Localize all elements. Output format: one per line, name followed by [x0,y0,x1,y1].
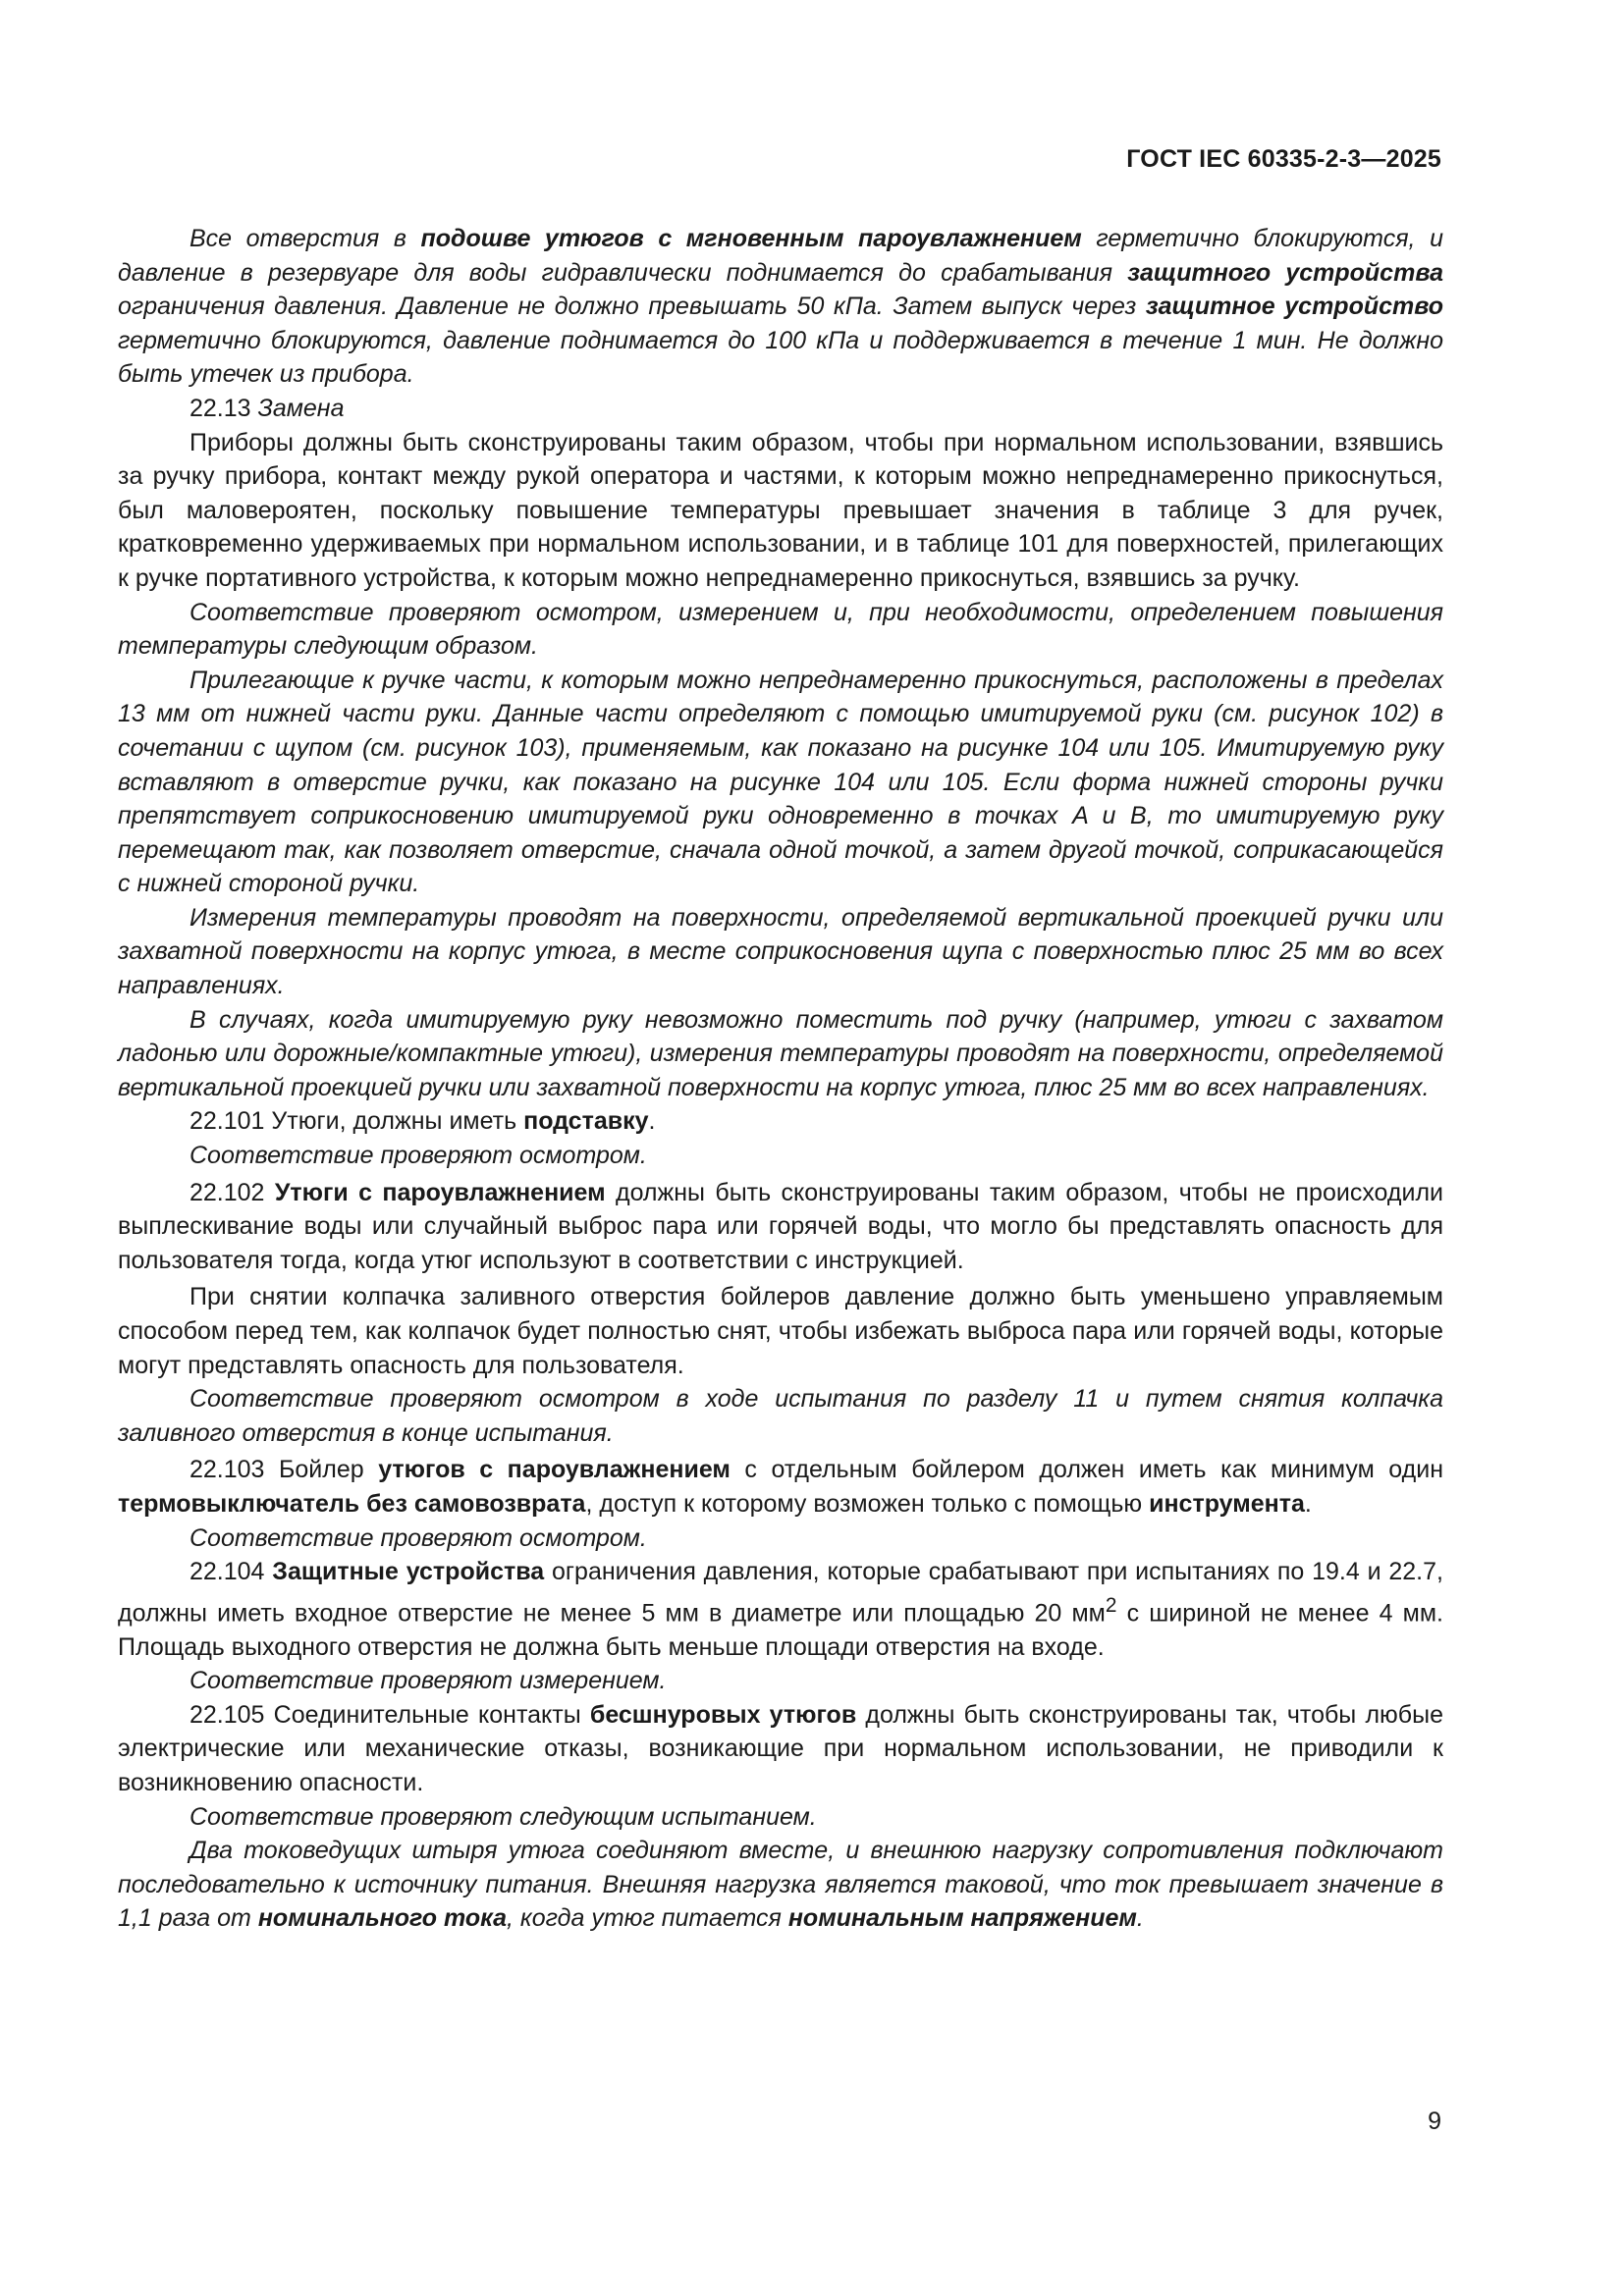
text-run: Все отверстия в [189,225,421,252]
paragraph [118,1800,1443,1835]
text-run: В случаях, когда имитируемую руку невозможно поместить под ручку (например, утюги с захватом ладонью или дорожные/компактные утюги), измерения температуры проводят на поверхности, определяемой вертикальной проекцией ручки или захватной поверхности на корпус утюга, плюс 25 мм во всех направлениях. [118,1005,1443,1101]
text-run: Соответствие проверяют осмотром. [189,1523,647,1552]
text-run: должны быть сконструированы так, чтобы любые электрические или механические отказы, возникающие при нормальном использовании, не приводили к возникновению опасности. [118,1700,1443,1797]
paragraph [118,1522,1443,1556]
bold-term: защитное устройство [1145,293,1443,321]
paragraph [118,1382,1443,1450]
paragraph [118,901,1443,1003]
text-run: . [1136,1904,1144,1933]
paragraph [118,1003,1443,1105]
text-run: Приборы должны быть сконструированы таким образом, чтобы при нормальном использовании, взявшись за ручку прибора, контакт между рукой оператора и частями, к которым можно непреднамеренно прикоснуться, был маловероятен, поскольку повышение температуры превышает значения в таблице 3 для ручек, кратковременно удерживаемых при нормальном использовании, и в таблице 101 для поверхностей, прилегающих к ручке портативного устройства, к которым можно непреднамеренно прикоснуться, взявшись за ручку. [118,428,1443,592]
page-number: 9 [1428,2108,1441,2135]
text-run: ограничения давления. Давление не должно превышать 50 кПа. Затем выпуск через [118,293,1146,321]
text-run: , когда утюг питается [507,1904,788,1933]
paragraph [118,664,1443,901]
text-run: , доступ к которому возможен только с помощью [585,1489,1150,1518]
text-run: . [648,1107,656,1136]
bold-term: термовыключатель без самовозврата [118,1489,586,1518]
text-run: 22.104 [189,1558,273,1586]
paragraph [118,1104,1443,1139]
text-run: должны быть сконструированы таким образом, чтобы не происходили выплескивание воды или случайный выброс пара или горячей воды, что могло бы представлять опасность для пользователя тогда, когда утюг используют в соответствии с инструкцией. [118,1178,1444,1274]
paragraph [118,1139,1443,1173]
text-run: Соответствие проверяют осмотром. [189,1142,647,1170]
text-run: 22.101 Утюги, должны иметь [189,1107,524,1136]
text-run: Соответствие проверяют следующим испытанием. [189,1802,817,1831]
bold-term: номинального тока [257,1904,508,1933]
text-run: . [1304,1489,1312,1518]
text-run: При снятии колпачка заливного отверстия бойлеров давление должно быть уменьшено управляемым способом перед тем, как колпачок будет полностью снят, чтобы избежать выброса пара или горячей воды, которые могут представлять опасность для пользователя. [118,1283,1443,1379]
text-run: герметично блокируются, и давление в резервуаре для воды гидравлически поднимается до срабатывания [118,225,1443,287]
bold-term: инструмента [1149,1489,1305,1518]
paragraph [118,426,1443,596]
text-run: Прилегающие к ручке части, к которым можно непреднамеренно прикоснуться, расположены в пределах 13 мм от нижней части руки. Данные части определяют с помощью имитируемой руки (см. рисунок 102) в сочетании с щупом (см. рисунок 103), применяемым, как показано на рисунке 104 или 105. Имитируемую руку вставляют в отверстие ручки, как показано на рисунке 104 или 105. Если форма нижней стороны ручки препятствует соприкосновению имитируемой руки одновременно в точках A и B, то имитируемую руку перемещают так, как позволяет отверстие, сначала одной точкой, а затем другой точкой, соприкасающейся с нижней стороной ручки. [118,666,1443,898]
text-run: 2 [1105,1593,1117,1617]
bold-term: бесшнуровых утюгов [589,1700,857,1729]
bold-term: Утюги с пароувлажнением [274,1178,606,1206]
text-run: ограничения давления, которые срабатывают при испытаниях по 19.4 и 22.7, должны иметь входное отверстие не менее 5 мм в диаметре или площадью 20 мм [118,1558,1443,1628]
text-run: 22.103 Бойлер [189,1456,379,1484]
paragraph [118,1555,1443,1664]
paragraph [118,1664,1443,1698]
text-run: 22.13 [189,394,258,422]
paragraph [118,1698,1443,1800]
paragraph [118,1834,1443,1936]
text-run: 22.105 Соединительные контакты [189,1700,590,1729]
bold-term: подошве утюгов с мгновенным пароувлажнением [420,225,1082,252]
paragraph [118,222,1443,392]
text-run: Соответствие проверяют измерением. [189,1667,667,1695]
paragraph [118,1453,1443,1521]
bold-term: защитного устройства [1127,258,1443,287]
document-code-header: ГОСТ IEC 60335-2-3—2025 [1126,145,1441,173]
bold-term: Защитные устройства [272,1558,545,1586]
bold-term: утюгов с пароувлажнением [378,1456,731,1484]
paragraph [118,1176,1443,1278]
paragraph [118,596,1443,664]
text-run: с шириной не менее 4 мм. Площадь выходного отверстия не должна быть меньше площади отверстия на входе. [118,1599,1443,1661]
text-run: герметично блокируются, давление поднимается до 100 кПа и поддерживается в течение 1 мин. Не должно быть утечек из прибора. [118,326,1443,389]
body-text [118,222,1443,1936]
text-run: Два токоведущих штыря утюга соединяют вместе, и внешнюю нагрузку сопротивления подключают последовательно к источнику питания. Внешняя нагрузка является таковой, что ток превышает значение в 1,1 раза от [118,1837,1443,1933]
text-run: Замена [257,394,345,422]
paragraph [118,392,1443,426]
bold-term: номинальным напряжением [787,1904,1137,1933]
text-run: Соответствие проверяют осмотром, измерением и, при необходимости, определением повышения температуры следующим образом. [118,598,1443,661]
text-run: с отдельным бойлером должен иметь как минимум один [730,1456,1444,1484]
text-run: 22.102 [189,1178,275,1206]
bold-term: подставку [523,1107,649,1136]
text-run: Измерения температуры проводят на поверхности, определяемой вертикальной проекцией ручки или захватной поверхности на корпус утюга, в месте соприкосновения щупа с поверхностью плюс 25 мм во всех направлениях. [118,903,1443,1000]
text-run: Соответствие проверяют осмотром в ходе испытания по разделу 11 и путем снятия колпачка заливного отверстия в конце испытания. [118,1385,1443,1447]
paragraph [118,1280,1443,1382]
